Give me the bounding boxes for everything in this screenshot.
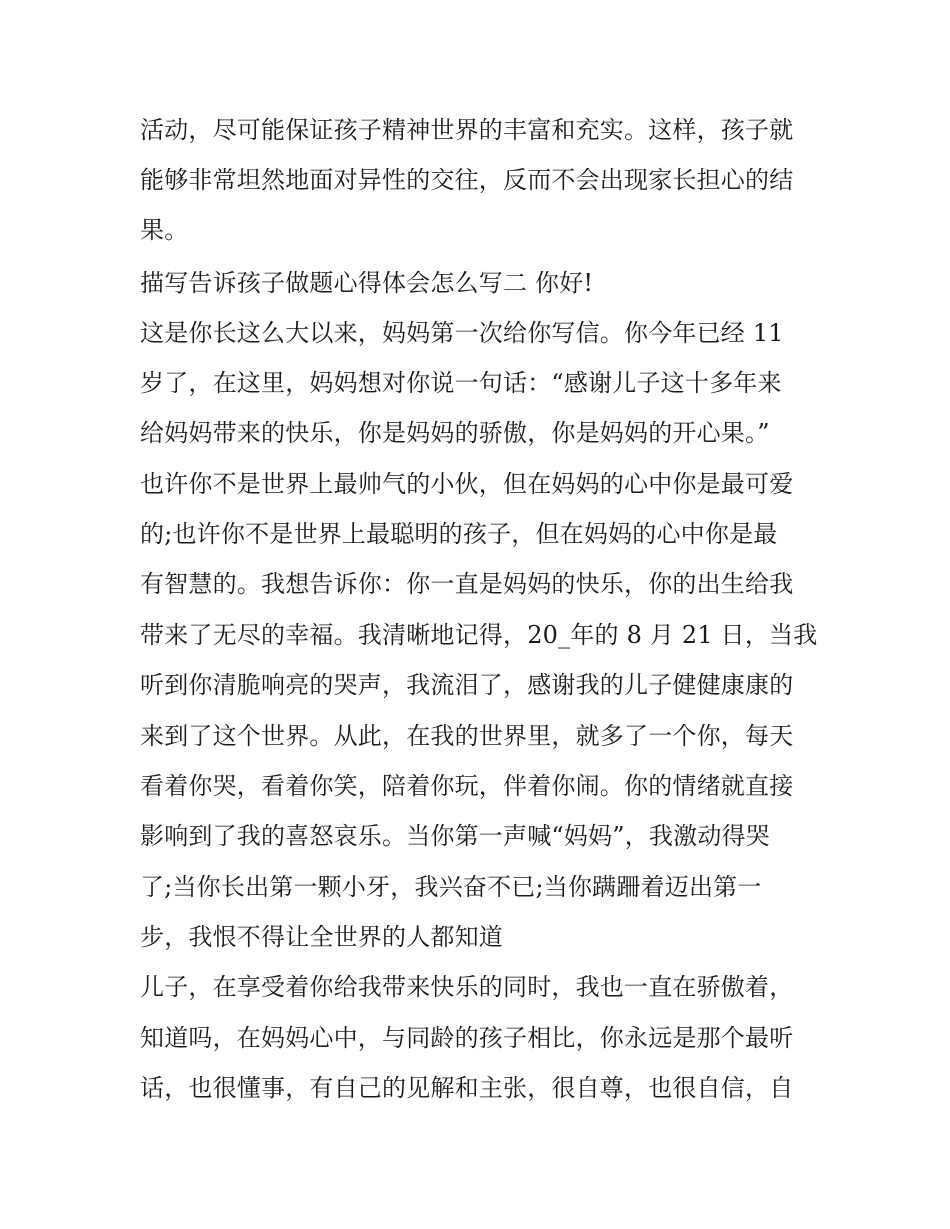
text-line: 也许你不是世界上最帅气的小伙，但在妈妈的心中你是最可爱 — [140, 470, 794, 498]
text-line: 听到你清脆响亮的哭声，我流泪了，感谢我的儿子健健康康的 — [140, 671, 794, 699]
text-line: 给妈妈带来的快乐，你是妈妈的骄傲，你是妈妈的开心果。” — [140, 419, 770, 447]
text-line: 的;也许你不是世界上最聪明的孩子，但在妈妈的心中你是最 — [140, 520, 778, 548]
text-line: 果。 — [140, 216, 189, 244]
section-heading-line: 描写告诉孩子做题心得体会怎么写二 你好! — [140, 269, 594, 297]
text-line: 儿子，在享受着你给我带来快乐的同时，我也一直在骄傲着， — [140, 973, 794, 1001]
text-line: 话，也很懂事，有自己的见解和主张，很自尊，也很自信，自 — [140, 1074, 794, 1102]
text-line: 来到了这个世界。从此，在我的世界里，就多了一个你，每天 — [140, 722, 794, 750]
text-line: 岁了，在这里，妈妈想对你说一句话：“感谢儿子这十多年来 — [140, 369, 782, 397]
text-line: 能够非常坦然地面对异性的交往，反而不会出现家长担心的结 — [140, 166, 794, 194]
text-line: 了;当你长出第一颗小牙，我兴奋不已;当你蹒跚着迈出第一 — [140, 873, 762, 901]
text-line: 知道吗，在妈妈心中，与同龄的孩子相比，你永远是那个最听 — [140, 1024, 794, 1052]
text-line: 活动，尽可能保证孩子精神世界的丰富和充实。这样，孩子就 — [140, 116, 794, 144]
text-line: 影响到了我的喜怒哀乐。当你第一声喊“妈妈”，我激动得哭 — [140, 822, 770, 850]
text-line: 带来了无尽的幸福。我清晰地记得，20_年的 8 月 21 日，当我 — [140, 621, 818, 649]
text-line: 这是你长这么大以来，妈妈第一次给你写信。你今年已经 11 — [140, 319, 784, 347]
text-line: 步，我恨不得让全世界的人都知道 — [140, 923, 503, 951]
text-line: 有智慧的。我想告诉你：你一直是妈妈的快乐，你的出生给我 — [140, 570, 794, 598]
text-line: 看着你哭，看着你笑，陪着你玩，伴着你闹。你的情绪就直接 — [140, 772, 794, 800]
